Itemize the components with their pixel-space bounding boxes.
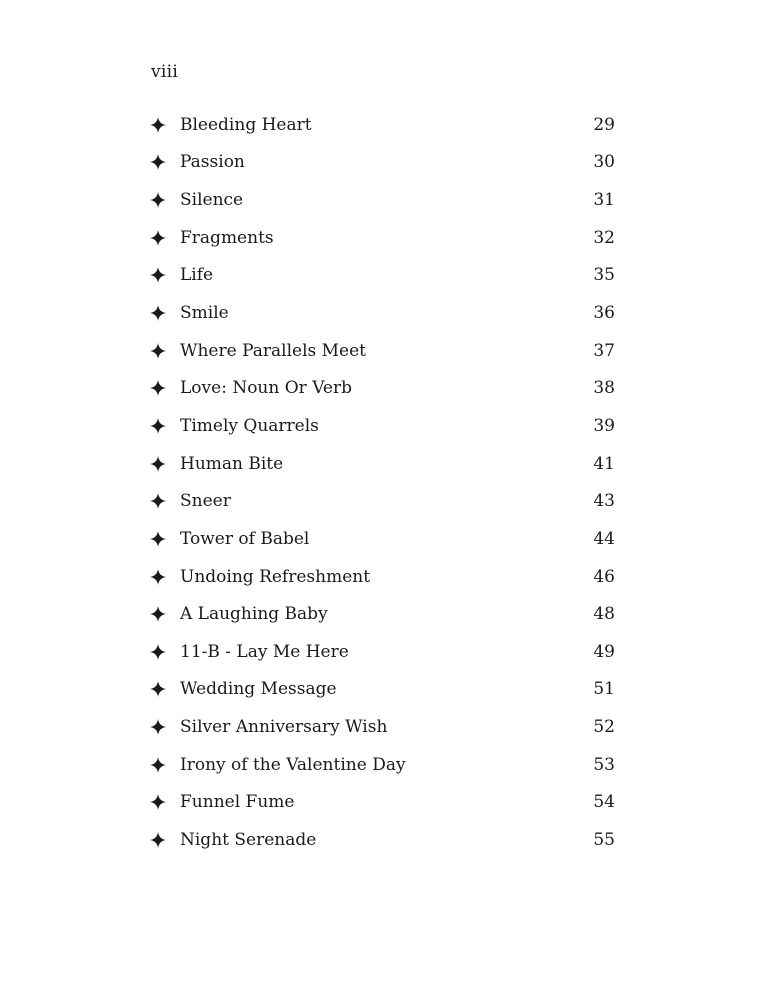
toc-entry-title: Smile: [180, 303, 229, 324]
toc-entry: [150, 482, 615, 520]
toc-entry-title: Fragments: [180, 227, 274, 248]
four-point-star-icon: [150, 531, 166, 547]
toc-entry: [150, 257, 615, 295]
toc-entry-title: A Laughing Baby: [180, 604, 328, 625]
toc-entry-page: 53: [593, 754, 615, 775]
toc-entry-page: 51: [593, 679, 615, 700]
toc-entry-title: Undoing Refreshment: [180, 566, 371, 587]
toc-entry-page: 48: [593, 604, 615, 625]
toc-entry: [150, 595, 615, 633]
toc-entry: [150, 332, 615, 370]
toc-entry: [150, 181, 615, 219]
four-point-star-icon: [150, 267, 166, 283]
toc-entry-title: Life: [180, 265, 214, 286]
toc-entry-title: Timely Quarrels: [180, 415, 319, 436]
toc-entry-page: 43: [593, 491, 615, 512]
toc-entry-title: Where Parallels Meet: [180, 340, 367, 361]
four-point-star-icon: [150, 343, 166, 359]
toc-entry-title: Wedding Message: [180, 679, 337, 700]
four-point-star-icon: [150, 230, 166, 246]
toc-entry-page: 44: [593, 528, 615, 549]
four-point-star-icon: [150, 456, 166, 472]
toc-entry-title: Silver Anniversary Wish: [180, 717, 388, 738]
four-point-star-icon: [150, 380, 166, 396]
four-point-star-icon: [150, 681, 166, 697]
toc-entry: [150, 708, 615, 746]
four-point-star-icon: [150, 719, 166, 735]
toc-entry-title: Silence: [180, 190, 244, 211]
toc-entry: [150, 219, 615, 257]
toc-entry: [150, 520, 615, 558]
toc-entry: [150, 294, 615, 332]
page-number: viii: [151, 62, 179, 82]
toc-entry-page: 38: [593, 378, 615, 399]
toc-entry-page: 52: [593, 717, 615, 738]
toc-entry-page: 41: [593, 453, 615, 474]
table-of-contents: [150, 106, 615, 859]
toc-entry-page: 37: [593, 340, 615, 361]
toc-entry-page: 46: [593, 566, 615, 587]
toc-entry: [150, 106, 615, 144]
toc-entry-page: 32: [593, 227, 615, 248]
toc-entry-title: Irony of the Valentine Day: [180, 754, 406, 775]
toc-entry: [150, 784, 615, 822]
four-point-star-icon: [150, 644, 166, 660]
toc-entry: [150, 746, 615, 784]
toc-entry-title: Tower of Babel: [180, 528, 310, 549]
four-point-star-icon: [150, 117, 166, 133]
toc-entry-page: 39: [593, 415, 615, 436]
toc-entry-title: Human Bite: [180, 453, 284, 474]
toc-entry-page: 30: [593, 152, 615, 173]
four-point-star-icon: [150, 493, 166, 509]
toc-entry: [150, 633, 615, 671]
toc-entry-title: Sneer: [180, 491, 231, 512]
toc-entry: [150, 821, 615, 859]
four-point-star-icon: [150, 606, 166, 622]
toc-entry-page: 54: [593, 792, 615, 813]
toc-entry-title: Bleeding Heart: [180, 114, 312, 135]
toc-entry: [150, 445, 615, 483]
toc-entry-page: 35: [593, 265, 615, 286]
toc-entry-title: Love: Noun Or Verb: [180, 378, 352, 399]
four-point-star-icon: [150, 305, 166, 321]
toc-entry: [150, 407, 615, 445]
toc-entry: [150, 369, 615, 407]
toc-entry-title: Funnel Fume: [180, 792, 295, 813]
toc-entry-title: Night Serenade: [180, 829, 317, 850]
toc-entry: [150, 144, 615, 182]
toc-entry-title: 11-B - Lay Me Here: [180, 641, 349, 662]
toc-entry: [150, 671, 615, 709]
four-point-star-icon: [150, 192, 166, 208]
four-point-star-icon: [150, 418, 166, 434]
toc-entry-page: 31: [593, 190, 615, 211]
four-point-star-icon: [150, 154, 166, 170]
toc-entry-title: Passion: [180, 152, 245, 173]
four-point-star-icon: [150, 757, 166, 773]
toc-entry: [150, 558, 615, 596]
toc-entry-page: 36: [593, 303, 615, 324]
four-point-star-icon: [150, 794, 166, 810]
four-point-star-icon: [150, 569, 166, 585]
toc-entry-page: 49: [593, 641, 615, 662]
toc-entry-page: 55: [593, 829, 615, 850]
toc-entry-page: 29: [593, 114, 615, 135]
four-point-star-icon: [150, 832, 166, 848]
